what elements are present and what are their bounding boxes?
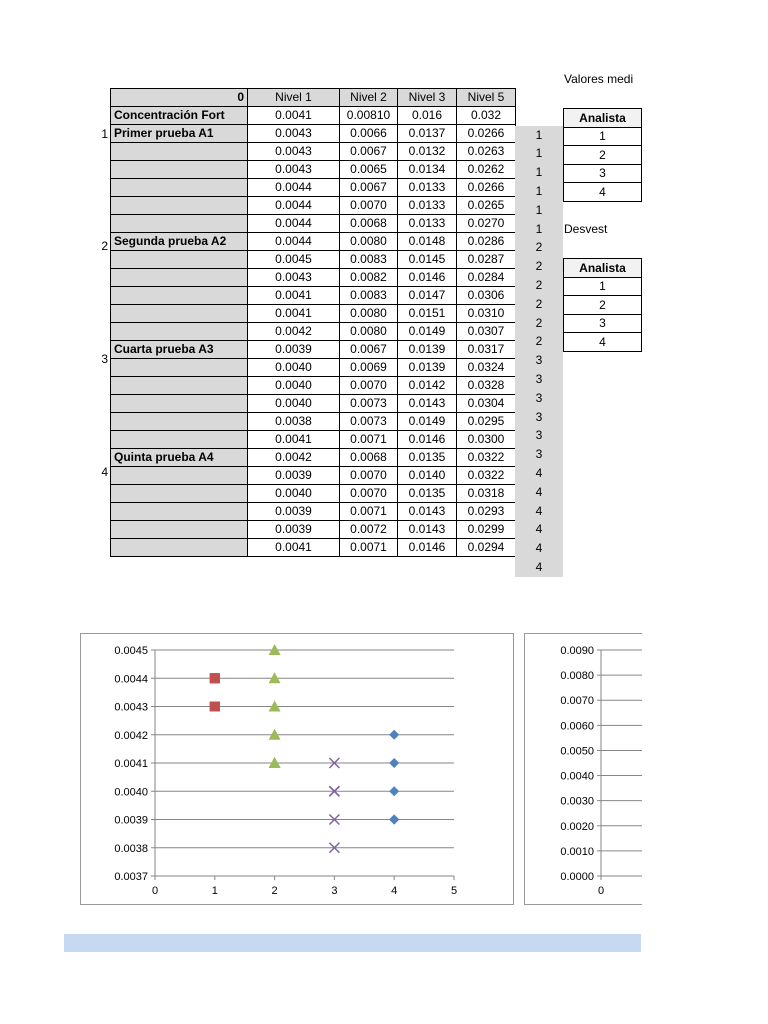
table-row	[111, 485, 516, 503]
value-cell: 0.0133	[398, 215, 457, 233]
data-point	[389, 758, 399, 768]
group-number: 2	[535, 259, 543, 274]
data-point	[210, 702, 220, 712]
table-row	[111, 125, 516, 143]
value-cell: 0.0294	[457, 539, 516, 557]
value-cell: 0.0080	[340, 323, 398, 341]
value-cell: 0.0143	[398, 503, 457, 521]
test-label: Segunda prueba A2	[111, 233, 248, 251]
concentration-value: 0.016	[398, 107, 457, 125]
value-cell: 0.0044	[248, 179, 340, 197]
value-cell: 0.0070	[340, 197, 398, 215]
y-tick-label: 0.0080	[560, 670, 594, 683]
value-cell: 0.0135	[398, 449, 457, 467]
group-number: 1	[535, 202, 543, 217]
value-cell: 0.0043	[248, 161, 340, 179]
table-row	[111, 503, 516, 521]
value-cell: 0.0071	[340, 431, 398, 449]
column-header: Nivel 5	[457, 89, 516, 107]
empty-label	[111, 197, 248, 215]
x-tick-label: 4	[391, 885, 398, 897]
column-header: Nivel 2	[340, 89, 398, 107]
value-cell: 0.0147	[398, 287, 457, 305]
table-row	[111, 377, 516, 395]
table-row	[111, 251, 516, 269]
value-cell: 0.0080	[340, 305, 398, 323]
header-row	[111, 89, 516, 107]
value-cell: 0.0149	[398, 323, 457, 341]
empty-label	[111, 359, 248, 377]
analista-row: 2	[564, 146, 642, 165]
group-number: 1	[535, 221, 543, 236]
value-cell: 0.0270	[457, 215, 516, 233]
value-cell: 0.0042	[248, 323, 340, 341]
value-cell: 0.0262	[457, 161, 516, 179]
analista-row: 1	[564, 127, 642, 146]
value-cell: 0.0082	[340, 269, 398, 287]
value-cell: 0.0293	[457, 503, 516, 521]
value-cell: 0.0137	[398, 125, 457, 143]
data-point	[210, 673, 220, 683]
group-number: 3	[535, 390, 543, 405]
y-tick-label: 0.0045	[114, 645, 148, 657]
group-number: 3	[535, 409, 543, 424]
value-cell: 0.0041	[248, 305, 340, 323]
group-number: 2	[535, 240, 543, 255]
empty-label	[111, 521, 248, 539]
empty-label	[111, 539, 248, 557]
value-cell: 0.0044	[248, 197, 340, 215]
y-tick-label: 0.0030	[560, 795, 594, 808]
value-cell: 0.0044	[248, 215, 340, 233]
table-row	[111, 161, 516, 179]
empty-label	[111, 395, 248, 413]
value-cell: 0.0133	[398, 197, 457, 215]
y-tick-label: 0.0038	[114, 842, 148, 855]
empty-label	[111, 467, 248, 485]
valores-medios-label: Valores medi	[564, 72, 634, 86]
group-number: 4	[535, 484, 543, 499]
value-cell: 0.0304	[457, 395, 516, 413]
value-cell: 0.0299	[457, 521, 516, 539]
footer-bar	[64, 934, 641, 952]
corner-cell: 0	[111, 89, 248, 107]
test-index: 1	[101, 126, 108, 141]
group-number: 3	[535, 428, 543, 443]
y-tick-label: 0.0041	[114, 758, 148, 770]
value-cell: 0.0043	[248, 269, 340, 287]
empty-label	[111, 287, 248, 305]
value-cell: 0.0067	[340, 179, 398, 197]
group-number: 2	[535, 296, 543, 311]
x-tick-label: 3	[331, 885, 338, 897]
concentration-value: 0.0041	[248, 107, 340, 125]
value-cell: 0.0069	[340, 359, 398, 377]
value-cell: 0.0066	[340, 125, 398, 143]
table-row	[111, 521, 516, 539]
concentration-value: 0.032	[457, 107, 516, 125]
value-cell: 0.0148	[398, 233, 457, 251]
y-tick-label: 0.0043	[114, 701, 148, 714]
empty-label	[111, 215, 248, 233]
value-cell: 0.0080	[340, 233, 398, 251]
value-cell: 0.0284	[457, 269, 516, 287]
test-index: 2	[101, 239, 108, 254]
concentration-row	[111, 107, 516, 125]
value-cell: 0.0266	[457, 179, 516, 197]
table-row	[111, 395, 516, 413]
x-tick-label: 5	[450, 885, 458, 897]
concentration-label: Concentración Fort	[111, 107, 248, 125]
desvest-label: Desvest	[564, 222, 608, 236]
table-row	[111, 143, 516, 161]
y-tick-label: 0.0040	[560, 770, 594, 783]
empty-label	[111, 161, 248, 179]
value-cell: 0.0146	[398, 269, 457, 287]
y-tick-label: 0.0070	[560, 695, 594, 708]
value-cell: 0.0070	[340, 377, 398, 395]
group-number: 4	[535, 541, 543, 556]
value-cell: 0.0145	[398, 251, 457, 269]
table-row	[111, 431, 516, 449]
value-cell: 0.0139	[398, 341, 457, 359]
y-tick-label: 0.0000	[560, 871, 594, 883]
scatter-chart-2	[524, 633, 642, 905]
table-row	[111, 323, 516, 341]
value-cell: 0.0040	[248, 359, 340, 377]
value-cell: 0.0067	[340, 143, 398, 161]
analista-row: 1	[564, 277, 642, 296]
empty-label	[111, 413, 248, 431]
value-cell: 0.0142	[398, 377, 457, 395]
value-cell: 0.0073	[340, 413, 398, 431]
value-cell: 0.0070	[340, 467, 398, 485]
value-cell: 0.0044	[248, 233, 340, 251]
x-tick-label: 0	[597, 885, 605, 897]
value-cell: 0.0146	[398, 539, 457, 557]
value-cell: 0.0041	[248, 287, 340, 305]
analista-row: 3	[564, 164, 642, 183]
data-point	[389, 730, 399, 740]
group-number: 1	[535, 146, 543, 161]
value-cell: 0.0072	[340, 521, 398, 539]
empty-label	[111, 431, 248, 449]
group-column	[515, 126, 563, 577]
value-cell: 0.0042	[248, 449, 340, 467]
value-cell: 0.0067	[340, 341, 398, 359]
value-cell: 0.0073	[340, 395, 398, 413]
value-cell: 0.0322	[457, 467, 516, 485]
analyst-table-2	[563, 258, 642, 352]
value-cell: 0.0039	[248, 467, 340, 485]
column-header: Nivel 1	[248, 89, 340, 107]
analista-row: 3	[564, 314, 642, 333]
y-tick-label: 0.0042	[114, 729, 148, 742]
value-cell: 0.0134	[398, 161, 457, 179]
value-cell: 0.0328	[457, 377, 516, 395]
value-cell: 0.0266	[457, 125, 516, 143]
value-cell: 0.0043	[248, 125, 340, 143]
value-cell: 0.0071	[340, 539, 398, 557]
y-tick-label: 0.0037	[114, 871, 148, 883]
value-cell: 0.0070	[340, 485, 398, 503]
column-header: Nivel 3	[398, 89, 457, 107]
table-row	[111, 449, 516, 467]
group-number: 3	[535, 353, 543, 368]
value-cell: 0.0068	[340, 215, 398, 233]
table-row	[111, 359, 516, 377]
value-cell: 0.0287	[457, 251, 516, 269]
value-cell: 0.0068	[340, 449, 398, 467]
group-number: 4	[535, 503, 543, 518]
x-tick-label: 2	[271, 885, 278, 897]
value-cell: 0.0322	[457, 449, 516, 467]
value-cell: 0.0140	[398, 467, 457, 485]
value-cell: 0.0133	[398, 179, 457, 197]
x-tick-label: 1	[211, 885, 218, 897]
value-cell: 0.0083	[340, 287, 398, 305]
data-point	[389, 815, 399, 825]
value-cell: 0.0318	[457, 485, 516, 503]
scatter-chart-1	[80, 633, 514, 905]
empty-label	[111, 143, 248, 161]
analista-header: Analista	[564, 109, 642, 128]
value-cell: 0.0065	[340, 161, 398, 179]
value-cell: 0.0143	[398, 521, 457, 539]
table-row	[111, 305, 516, 323]
table-row	[111, 413, 516, 431]
scatter-chart-2-svg	[525, 634, 642, 904]
x-tick-label: 0	[151, 885, 159, 897]
value-cell: 0.0306	[457, 287, 516, 305]
y-tick-label: 0.0044	[114, 673, 148, 686]
value-cell: 0.0139	[398, 359, 457, 377]
value-cell: 0.0083	[340, 251, 398, 269]
value-cell: 0.0071	[340, 503, 398, 521]
scatter-chart-1-svg	[81, 634, 513, 904]
value-cell: 0.0135	[398, 485, 457, 503]
value-cell: 0.0310	[457, 305, 516, 323]
table-row	[111, 467, 516, 485]
test-index: 4	[101, 465, 108, 479]
group-number: 1	[535, 127, 543, 142]
value-cell: 0.0286	[457, 233, 516, 251]
y-tick-label: 0.0060	[560, 720, 594, 733]
value-cell: 0.0143	[398, 395, 457, 413]
group-number: 2	[535, 277, 543, 292]
value-cell: 0.0149	[398, 413, 457, 431]
empty-label	[111, 305, 248, 323]
table-row	[111, 215, 516, 233]
y-tick-label: 0.0039	[114, 814, 148, 827]
group-number: 4	[535, 465, 543, 480]
value-cell: 0.0263	[457, 143, 516, 161]
table-row	[111, 539, 516, 557]
value-cell: 0.0038	[248, 413, 340, 431]
value-cell: 0.0307	[457, 323, 516, 341]
table-row	[111, 179, 516, 197]
value-cell: 0.0295	[457, 413, 516, 431]
test-label: Cuarta prueba A3	[111, 341, 248, 359]
group-number: 3	[535, 371, 543, 386]
table-row	[111, 197, 516, 215]
value-cell: 0.0043	[248, 143, 340, 161]
empty-label	[111, 377, 248, 395]
empty-label	[111, 323, 248, 341]
value-cell: 0.0040	[248, 485, 340, 503]
y-tick-label: 0.0040	[114, 786, 148, 799]
value-cell: 0.0300	[457, 431, 516, 449]
value-cell: 0.0041	[248, 539, 340, 557]
table-row	[111, 269, 516, 287]
test-index: 3	[101, 352, 108, 367]
value-cell: 0.0039	[248, 521, 340, 539]
value-cell: 0.0040	[248, 377, 340, 395]
analista-row: 4	[564, 333, 642, 352]
group-number: 4	[535, 559, 543, 574]
empty-label	[111, 251, 248, 269]
value-cell: 0.0151	[398, 305, 457, 323]
value-cell: 0.0317	[457, 341, 516, 359]
group-number: 2	[535, 315, 543, 330]
value-cell: 0.0146	[398, 431, 457, 449]
data-table	[110, 88, 516, 557]
y-tick-label: 0.0090	[560, 645, 594, 657]
test-label: Primer prueba A1	[111, 125, 248, 143]
analista-row: 2	[564, 296, 642, 315]
value-cell: 0.0040	[248, 395, 340, 413]
table-row	[111, 233, 516, 251]
group-number: 3	[535, 447, 543, 462]
group-number: 1	[535, 165, 543, 180]
value-cell: 0.0045	[248, 251, 340, 269]
analista-header: Analista	[564, 259, 642, 278]
value-cell: 0.0039	[248, 341, 340, 359]
empty-label	[111, 269, 248, 287]
empty-label	[111, 179, 248, 197]
value-cell: 0.0041	[248, 431, 340, 449]
y-tick-label: 0.0010	[560, 845, 594, 858]
analyst-table-1	[563, 108, 642, 202]
group-number: 4	[535, 522, 543, 537]
concentration-value: 0.00810	[340, 107, 398, 125]
empty-label	[111, 485, 248, 503]
empty-label	[111, 503, 248, 521]
data-point	[389, 786, 399, 796]
table-row	[111, 287, 516, 305]
value-cell: 0.0132	[398, 143, 457, 161]
group-number: 2	[535, 334, 543, 349]
value-cell: 0.0324	[457, 359, 516, 377]
table-row	[111, 341, 516, 359]
test-label: Quinta prueba A4	[111, 449, 248, 467]
y-tick-label: 0.0050	[560, 745, 594, 758]
value-cell: 0.0265	[457, 197, 516, 215]
analista-row: 4	[564, 183, 642, 202]
group-number: 1	[535, 183, 543, 198]
y-tick-label: 0.0020	[560, 820, 594, 833]
value-cell: 0.0039	[248, 503, 340, 521]
